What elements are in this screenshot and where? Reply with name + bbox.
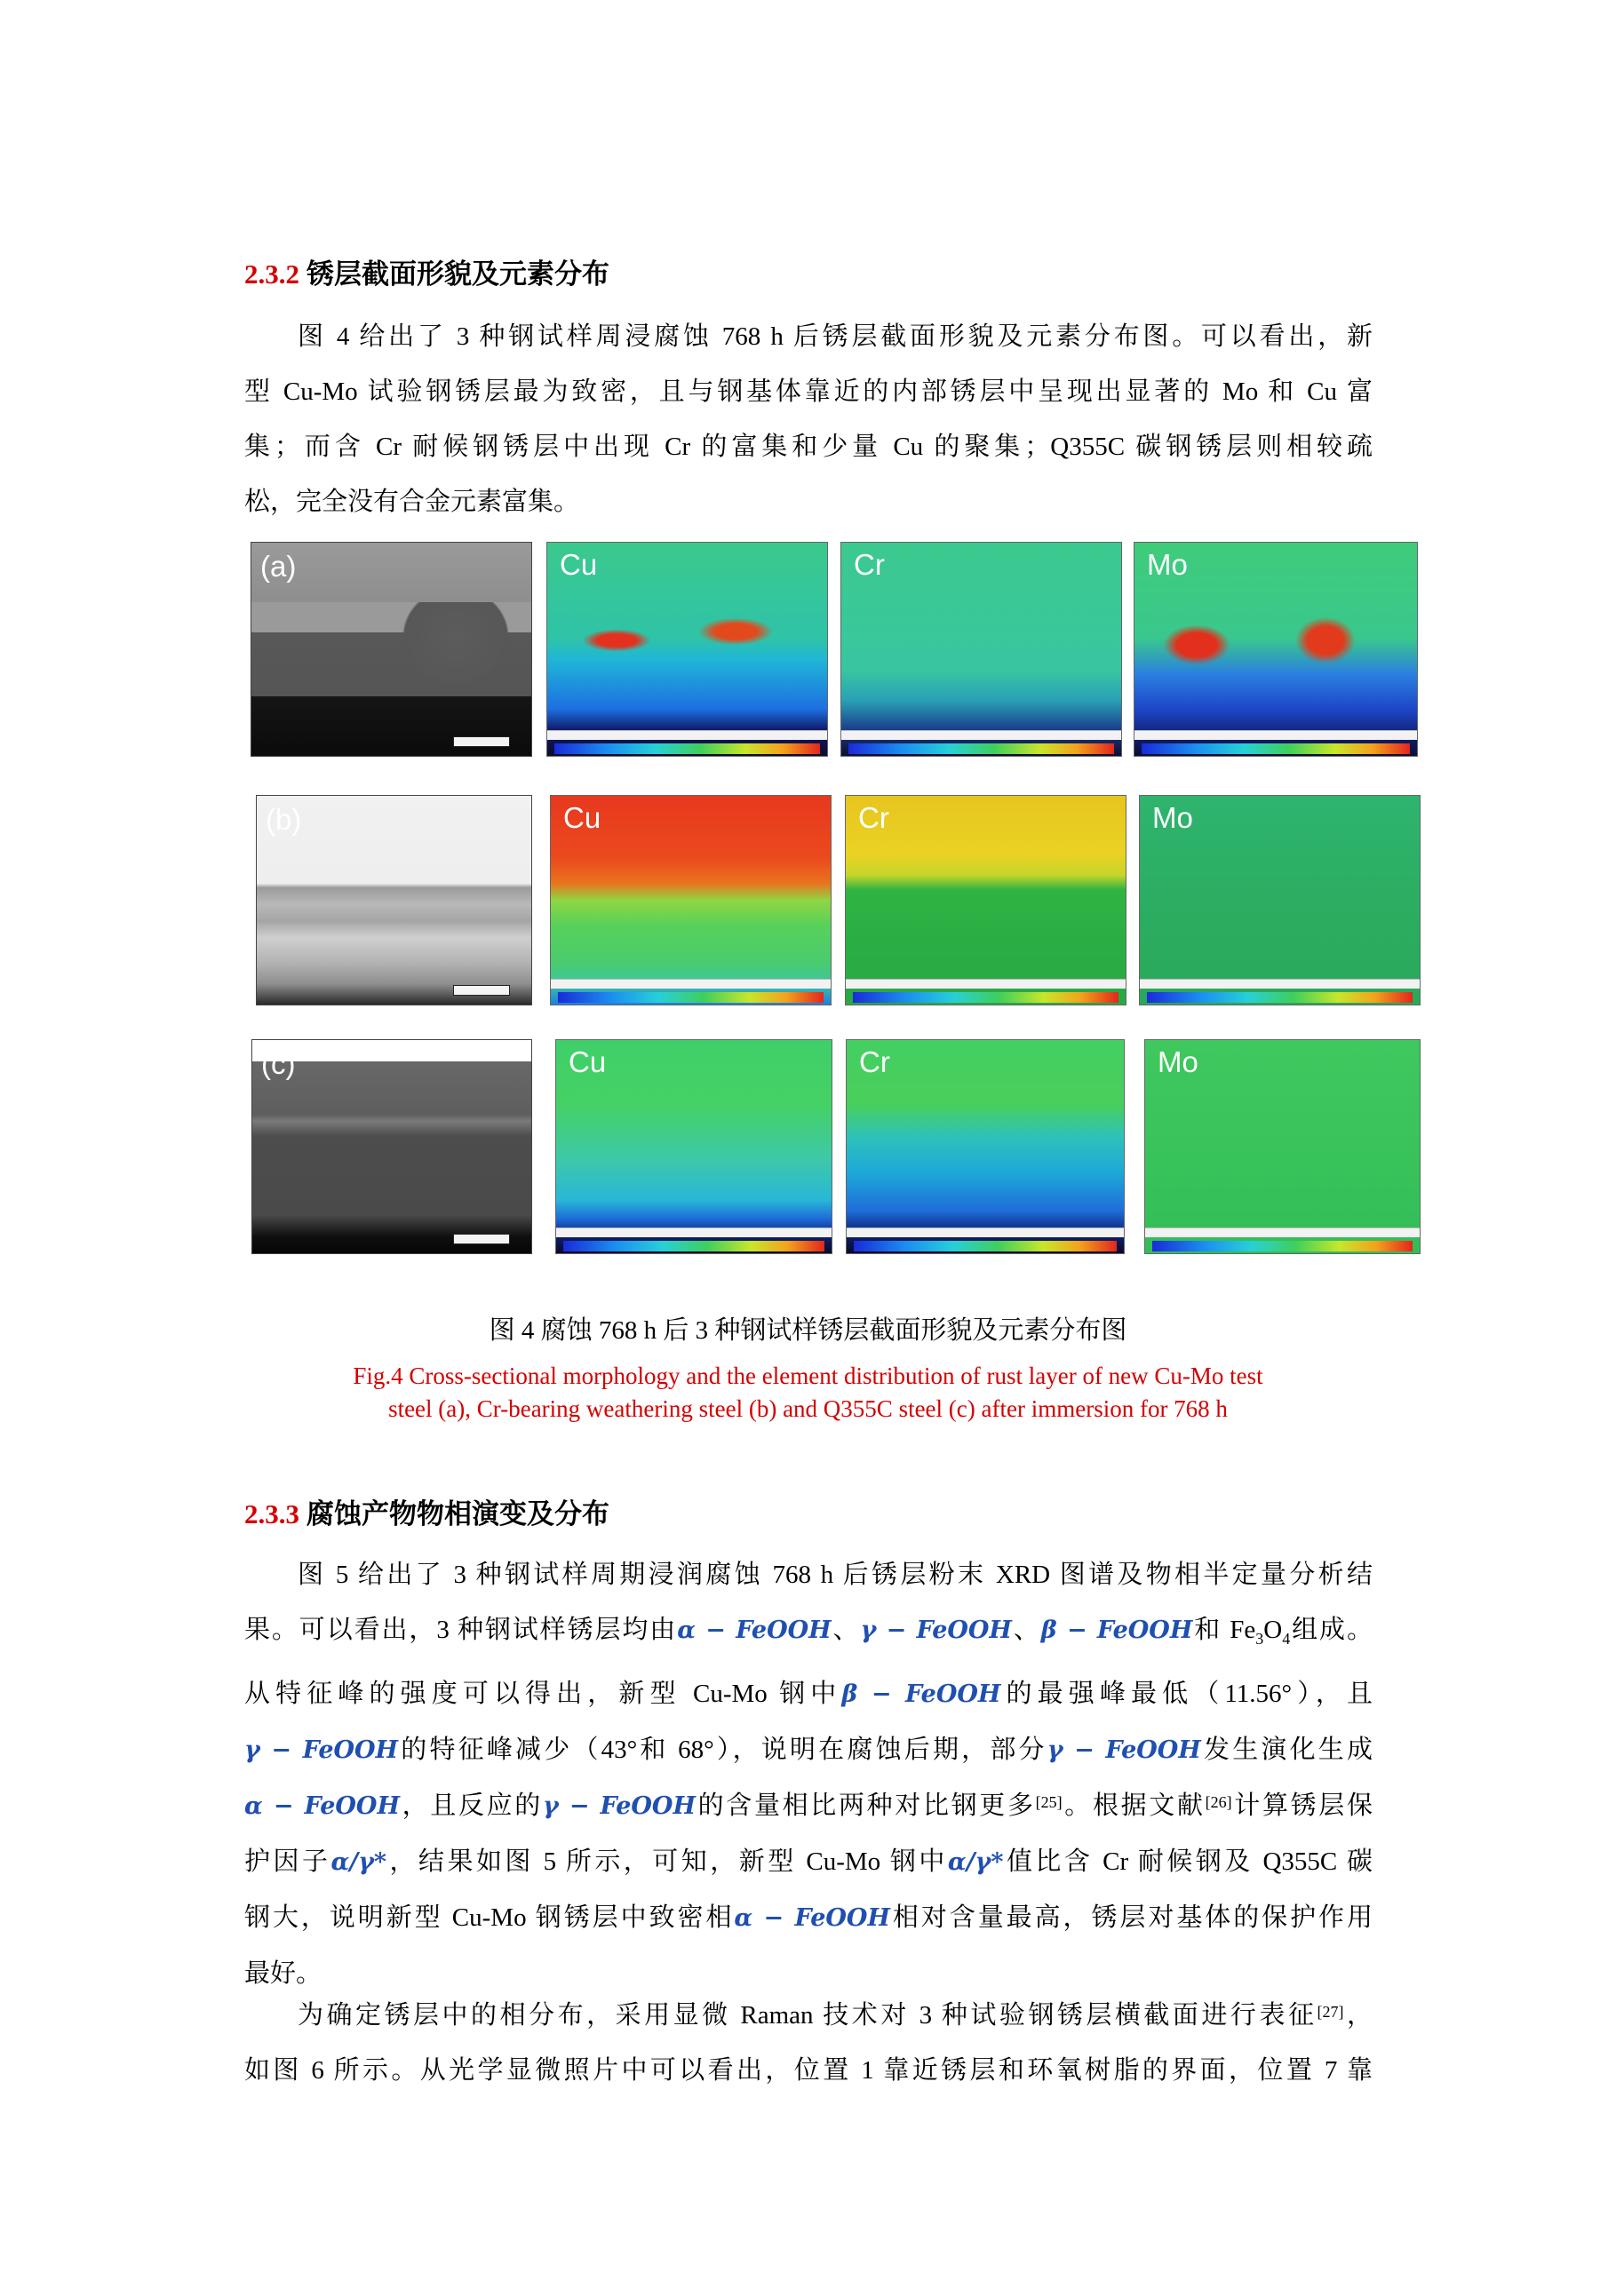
figure-4 [251,540,1419,1268]
text-line: 松，完全没有合金元素富集。 [244,488,580,516]
text-run: 的含量相比两种对比钢更多 [695,1791,1036,1820]
formula: γ − FeOOH [860,1617,1012,1644]
formula: α − FeOOH [244,1792,400,1820]
text-line: 图 4 给出了 3 种钢试样周浸腐蚀 768 h 后锈层截面形貌及元素分布图。可以看出，新 [298,322,1373,351]
subscript: 4 [1282,1629,1291,1648]
text-line [244,1602,1373,1666]
colorbar-caption [556,1227,832,1237]
text-run: 相对含量最高，锈层对基体的保护作用 [889,1903,1373,1932]
panel-label: (c) [261,1047,296,1080]
section-number: 2.3.3 [244,1498,299,1529]
text-run: O [1263,1616,1283,1644]
formula: α − FeOOH [677,1617,832,1644]
element-map [555,1039,832,1254]
section-title: 锈层截面形貌及元素分布 [306,258,609,290]
colorbar-caption [1140,979,1420,989]
citation: [27] [1317,2003,1344,2021]
element-map [1144,1039,1421,1254]
paragraph [244,309,1373,529]
text-line [244,1834,1373,1890]
text-run: 发生演化生成 [1200,1735,1373,1764]
text-line [244,1890,1373,1946]
section-number: 2.3.2 [244,258,299,290]
text-run: 护因子 [244,1847,331,1876]
text-line [244,1778,1373,1834]
formula: γ − FeOOH [1047,1736,1201,1764]
element-label: Mo [1147,548,1188,581]
element-map [546,542,828,757]
section-heading [244,257,609,292]
text-run: 计算锈层保 [1231,1791,1373,1820]
sem-image [256,795,532,1005]
text-run: 值比含 Cr 耐候钢及 Q355C 碳 [1003,1847,1373,1876]
text-run: 的特征峰减少（43°和 68°），说明在腐蚀后期，部分 [398,1735,1047,1764]
paragraph [244,1988,1373,2098]
section-heading [244,1497,609,1532]
text-line [244,1988,1373,2043]
colorbar [848,743,1114,754]
text-line [244,1666,1373,1722]
subscript: 3 [1255,1629,1264,1648]
text-line: 图 5 给出了 3 种钢试样周期浸润腐蚀 768 h 后锈层粉末 XRD 图谱及物相半定量分析结 [298,1561,1373,1589]
text-run: 从特征峰的强度可以得出，新型 Cu-Mo 钢中 [244,1679,842,1708]
colorbar [854,1241,1117,1251]
element-label: Cr [859,1045,890,1078]
text-line [244,1722,1373,1778]
figure-caption-en: steel (a), Cr-bearing weathering steel (b) and Q355C steel (c) after immersion for 768 h [388,1395,1228,1422]
paragraph [244,1547,1373,2001]
element-label: Cu [569,1045,607,1078]
element-label: Mo [1152,801,1193,834]
text-run: 、 [831,1616,861,1644]
text-line: 最好。 [244,1958,322,1988]
element-label: Cu [560,548,598,581]
text-run: 果。可以看出，3 种钢试样锈层均由 [244,1616,678,1644]
sem-image [251,1039,532,1254]
element-map [840,542,1122,757]
text-run: ，且反应的 [399,1791,543,1820]
colorbar [554,743,820,754]
formula: α/γ* [330,1847,387,1876]
text-run: 钢大，说明新型 Cu-Mo 钢锈层中致密相 [244,1903,735,1932]
colorbar [853,992,1118,1003]
element-label: Cr [854,548,885,581]
text-run: 为确定锈层中的相分布，采用显微 Raman 技术对 3 种试验钢锈层横截面进行表征 [298,2001,1317,2030]
text-run: 和 Fe [1192,1616,1256,1644]
colorbar-caption [841,730,1121,740]
text-line: 如图 6 所示。从光学显微照片中可以看出，位置 1 靠近锈层和环氧树脂的界面，位置 7 靠 [244,2056,1373,2085]
text-run: 、 [1011,1616,1041,1644]
element-map [550,795,832,1005]
text-line: 型 Cu-Mo 试验钢锈层最为致密，且与钢基体靠近的内部锈层中呈现出显著的 Mo 和 Cu 富 [244,377,1373,406]
element-label: Cu [563,801,601,834]
text-run: ， [1343,2001,1373,2030]
text-run: ，结果如图 5 所示，可知，新型 Cu-Mo 钢中 [386,1847,948,1876]
colorbar [1147,992,1413,1003]
text-run: 。根据文献 [1062,1791,1206,1820]
sem-image [251,542,532,757]
figure-caption-en: Fig.4 Cross-sectional morphology and the element distribution of rust layer of new Cu-Mo test [353,1363,1263,1389]
formula: α/γ* [947,1847,1004,1876]
colorbar-caption [1145,1227,1420,1237]
text-run: 组成。 [1290,1616,1373,1644]
panel-label: (a) [260,550,297,583]
colorbar [1142,743,1410,754]
colorbar-caption [1134,730,1417,740]
scale-bar [453,1234,510,1244]
colorbar-caption [846,979,1126,989]
formula: β − FeOOH [841,1680,1001,1708]
citation: [25] [1035,1792,1063,1811]
element-map [1134,542,1418,757]
colorbar-caption [847,1227,1124,1237]
formula: γ − FeOOH [542,1792,696,1820]
element-map [1139,795,1421,1005]
colorbar-caption [547,730,827,740]
figure-caption-cn: 图 4 腐蚀 768 h 后 3 种钢试样锈层截面形貌及元素分布图 [489,1316,1127,1345]
colorbar [1152,1241,1413,1251]
text-line: 集；而含 Cr 耐候钢锈层中出现 Cr 的富集和少量 Cu 的聚集；Q355C 碳钢锈层则相较疏 [244,433,1373,461]
element-map [846,1039,1125,1254]
element-label: Mo [1158,1045,1198,1078]
scale-bar [453,985,510,996]
colorbar-caption [551,979,831,989]
element-map [845,795,1126,1005]
colorbar [563,1241,824,1251]
citation: [26] [1205,1792,1232,1811]
scale-bar [453,736,510,747]
colorbar [558,992,824,1003]
panel-label: (b) [266,803,302,836]
section-title: 腐蚀产物物相演变及分布 [306,1498,609,1529]
text-run: 的最强峰最低（11.56°），且 [1000,1679,1373,1708]
formula: α − FeOOH [734,1903,890,1932]
formula: β − FeOOH [1040,1617,1193,1644]
formula: γ − FeOOH [244,1736,399,1764]
element-label: Cr [858,801,889,834]
